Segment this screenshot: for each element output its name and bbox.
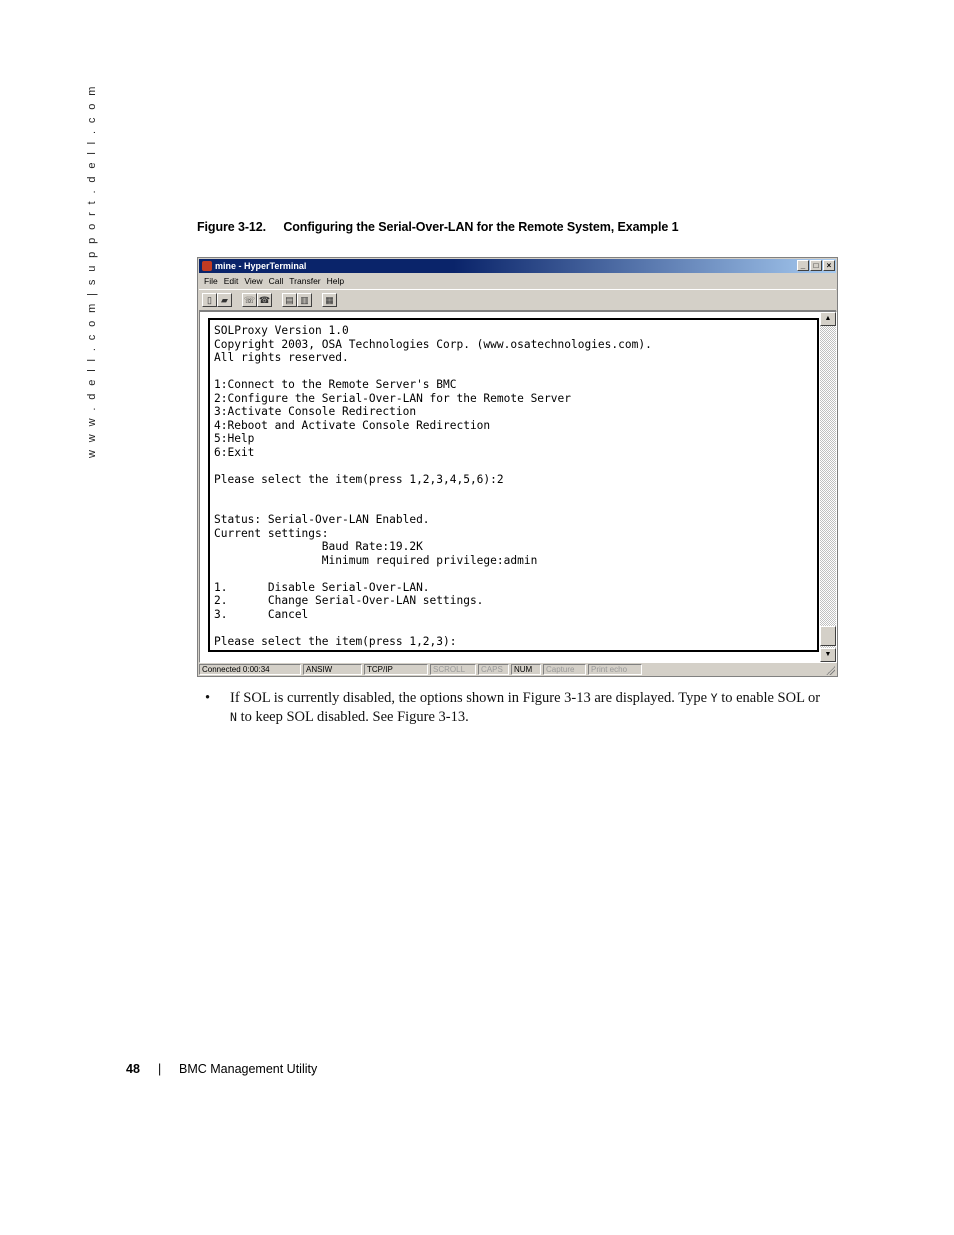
maximize-button[interactable]: □ <box>810 260 822 271</box>
figure-title: Configuring the Serial-Over-LAN for the Remote System, Example 1 <box>283 220 679 234</box>
status-capture: Capture <box>543 664 586 675</box>
minimize-button[interactable]: _ <box>797 260 809 271</box>
section-title: BMC Management Utility <box>179 1062 318 1076</box>
status-print-echo: Print echo <box>588 664 642 675</box>
menu-edit[interactable]: Edit <box>223 276 239 286</box>
key-n: N <box>230 710 237 724</box>
vertical-scrollbar[interactable] <box>820 312 836 662</box>
side-url: w w w . d e l l . c o m | s u p p o r t . d e l l . c o m <box>86 84 98 458</box>
bullet-icon: • <box>205 690 211 706</box>
properties-icon[interactable]: ▦ <box>322 293 337 307</box>
title-bar[interactable] <box>199 259 836 273</box>
bullet-text <box>230 689 825 727</box>
receive-icon[interactable]: ▥ <box>297 293 312 307</box>
status-caps: CAPS <box>478 664 509 675</box>
scroll-down-icon[interactable]: ▼ <box>820 648 836 662</box>
scroll-up-icon[interactable]: ▲ <box>820 312 836 326</box>
key-y: Y <box>710 691 718 705</box>
bullet-text-part-2: to enable SOL or <box>717 690 821 706</box>
menu-help[interactable]: Help <box>326 276 345 286</box>
menu-view[interactable]: View <box>244 276 263 286</box>
hyperterminal-app-icon <box>202 261 212 271</box>
figure-number: Figure 3-12. <box>197 220 266 234</box>
status-emulation: ANSIW <box>303 664 362 675</box>
menu-bar <box>202 274 348 288</box>
terminal-area[interactable] <box>199 311 837 663</box>
status-connected: Connected 0:00:34 <box>199 664 301 675</box>
bullet-text-part-1: If SOL is currently disabled, the options shown in Figure 3-13 are displayed. Type <box>230 690 711 706</box>
menu-call[interactable]: Call <box>268 276 284 286</box>
status-bar <box>199 664 836 676</box>
toolbar <box>199 289 836 311</box>
terminal-screen[interactable] <box>208 318 819 652</box>
status-scroll: SCROLL <box>430 664 476 675</box>
page-number: 48 <box>126 1062 140 1076</box>
disconnect-icon[interactable]: ☎ <box>258 295 271 305</box>
window-title: mine - HyperTerminal <box>215 261 307 271</box>
hyperterminal-window <box>197 257 838 677</box>
menu-file[interactable]: File <box>204 276 218 286</box>
bullet-text-part-3: to keep SOL disabled. See Figure 3-13. <box>236 709 469 725</box>
terminal-output: SOLProxy Version 1.0 Copyright 2003, OSA Technologies Corp. (www.osatechnologies.com). All rights reserved. 1:Connect to the Remote Server's BMC 2:Configure the Serial-Over-LAN for the Remote Server 3:Activate Console Redirection 4:Reboot and Activate Console Redirection 5:Help 6:Exit Please select the item(press 1,2,3,4,5,6):2 Status: Serial-Over-LAN Enabled. Current settings: Baud Rate:19.2K Minimum required privilege:admin 1. Disable Serial-Over-LAN. 2. Change Serial-Over-LAN settings. 3. Cancel Please select the item(press 1,2,3): <box>214 324 652 648</box>
menu-transfer[interactable]: Transfer <box>289 276 321 286</box>
status-num: NUM <box>511 664 541 675</box>
window-controls <box>797 260 835 272</box>
close-button[interactable]: × <box>823 260 835 271</box>
new-icon[interactable]: ▯ <box>202 293 217 307</box>
connect-icon[interactable]: ☏ <box>243 295 256 305</box>
send-icon[interactable]: ▤ <box>282 293 297 307</box>
figure-caption <box>197 220 678 234</box>
scroll-thumb[interactable] <box>820 626 836 646</box>
open-icon[interactable]: ▰ <box>217 293 232 307</box>
resize-grip-icon[interactable] <box>825 665 835 675</box>
status-protocol: TCP/IP <box>364 664 428 675</box>
footer-separator: | <box>158 1062 162 1076</box>
